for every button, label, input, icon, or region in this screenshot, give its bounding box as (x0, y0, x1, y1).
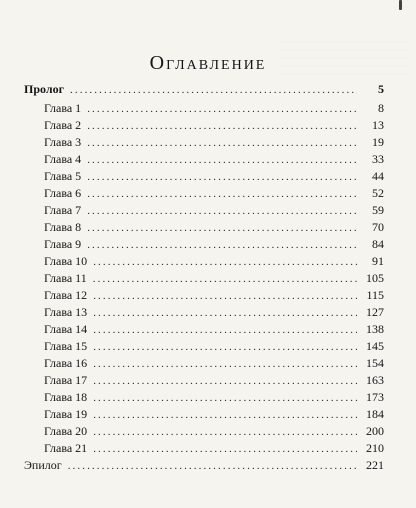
toc-entry-page: 5 (378, 82, 384, 96)
page-edge-mark (399, 0, 402, 10)
dot-leader (93, 444, 357, 455)
toc-entry-page: 154 (366, 356, 384, 370)
toc-entry-label: Глава 16 (44, 356, 88, 370)
dot-leader (93, 291, 357, 302)
toc-entry-chapter-16 (24, 357, 384, 370)
toc-entry-page: 200 (366, 424, 384, 438)
toc-entry-page: 84 (372, 237, 384, 251)
toc-entry-chapter-20 (24, 425, 384, 438)
toc-entry-page: 91 (372, 254, 384, 268)
toc-entry-chapter-14 (24, 323, 384, 336)
toc-entry-page: 13 (372, 118, 384, 132)
toc-entry-chapter-15 (24, 340, 384, 353)
toc-entry-page: 59 (372, 203, 384, 217)
toc-entry-label: Глава 13 (44, 305, 88, 319)
toc-entry-label: Глава 14 (44, 322, 88, 336)
dot-leader (87, 206, 357, 217)
dot-leader (93, 325, 357, 336)
toc-entry-page: 138 (366, 322, 384, 336)
dot-leader (93, 393, 357, 404)
dot-leader (87, 240, 357, 251)
toc-entry-label: Глава 12 (44, 288, 88, 302)
toc-entry-label: Глава 20 (44, 424, 88, 438)
toc-entry-label: Эпилог (24, 458, 62, 472)
dot-leader (93, 274, 357, 285)
toc-entry-prologue (24, 83, 384, 96)
toc-entry-page: 44 (372, 169, 384, 183)
toc-entry-chapter-10 (24, 255, 384, 268)
toc-entry-label: Глава 19 (44, 407, 88, 421)
toc-entry-page: 19 (372, 135, 384, 149)
toc-entry-chapter-5 (24, 170, 384, 183)
toc-entry-chapter-11 (24, 272, 384, 285)
dot-leader (93, 359, 357, 370)
toc-entry-chapter-6 (24, 187, 384, 200)
page-title: Оглавление (149, 52, 267, 74)
toc-entry-chapter-12 (24, 289, 384, 302)
dot-leader (87, 121, 357, 132)
toc-entry-chapter-19 (24, 408, 384, 421)
toc-entry-page: 127 (366, 305, 384, 319)
toc-entry-label: Глава 5 (44, 169, 82, 183)
toc-entry-label: Глава 17 (44, 373, 88, 387)
dot-leader (68, 461, 357, 472)
toc-entry-page: 145 (366, 339, 384, 353)
toc-entry-label: Глава 11 (44, 271, 87, 285)
toc-entry-page: 52 (372, 186, 384, 200)
toc-entry-page: 210 (366, 441, 384, 455)
toc-entry-page: 163 (366, 373, 384, 387)
toc-entry-chapter-8 (24, 221, 384, 234)
dot-leader (87, 172, 357, 183)
toc-entry-chapter-21 (24, 442, 384, 455)
toc-entry-label: Глава 21 (44, 441, 88, 455)
toc-entry-label: Глава 10 (44, 254, 88, 268)
toc-entry-chapter-3 (24, 136, 384, 149)
toc-entry-label: Пролог (24, 82, 65, 96)
dot-leader (87, 155, 357, 166)
dot-leader (70, 85, 357, 96)
toc-entry-chapter-4 (24, 153, 384, 166)
toc-entry-label: Глава 15 (44, 339, 88, 353)
toc-entry-page: 70 (372, 220, 384, 234)
dot-leader (93, 308, 357, 319)
toc-entry-chapter-7 (24, 204, 384, 217)
toc-entry-label: Глава 7 (44, 203, 82, 217)
toc-entry-chapter-18 (24, 391, 384, 404)
toc-entry-page: 173 (366, 390, 384, 404)
toc-entry-label: Глава 8 (44, 220, 82, 234)
dot-leader (93, 342, 357, 353)
dot-leader (93, 410, 357, 421)
dot-leader (93, 427, 357, 438)
dot-leader (87, 189, 357, 200)
dot-leader (87, 104, 357, 115)
toc-entry-label: Глава 18 (44, 390, 88, 404)
toc-entry-label: Глава 4 (44, 152, 82, 166)
toc-entry-epilogue (24, 459, 384, 472)
toc-entry-label: Глава 3 (44, 135, 82, 149)
dot-leader (87, 223, 357, 234)
toc-entry-chapter-17 (24, 374, 384, 387)
toc-entry-label: Глава 6 (44, 186, 82, 200)
toc-entry-label: Глава 9 (44, 237, 82, 251)
toc-entry-chapter-2 (24, 119, 384, 132)
dot-leader (87, 138, 357, 149)
dot-leader (93, 257, 357, 268)
toc-entry-page: 115 (366, 288, 384, 302)
toc-entry-label: Глава 1 (44, 101, 82, 115)
toc-entry-page: 33 (372, 152, 384, 166)
toc-entry-chapter-13 (24, 306, 384, 319)
toc-entry-page: 221 (366, 458, 384, 472)
toc-entry-page: 8 (378, 101, 384, 115)
toc-entry-chapter-1 (24, 102, 384, 115)
dot-leader (93, 376, 357, 387)
toc-entry-page: 105 (366, 271, 384, 285)
toc-entry-page: 184 (366, 407, 384, 421)
toc-entry-chapter-9 (24, 238, 384, 251)
toc-entry-label: Глава 2 (44, 118, 82, 132)
